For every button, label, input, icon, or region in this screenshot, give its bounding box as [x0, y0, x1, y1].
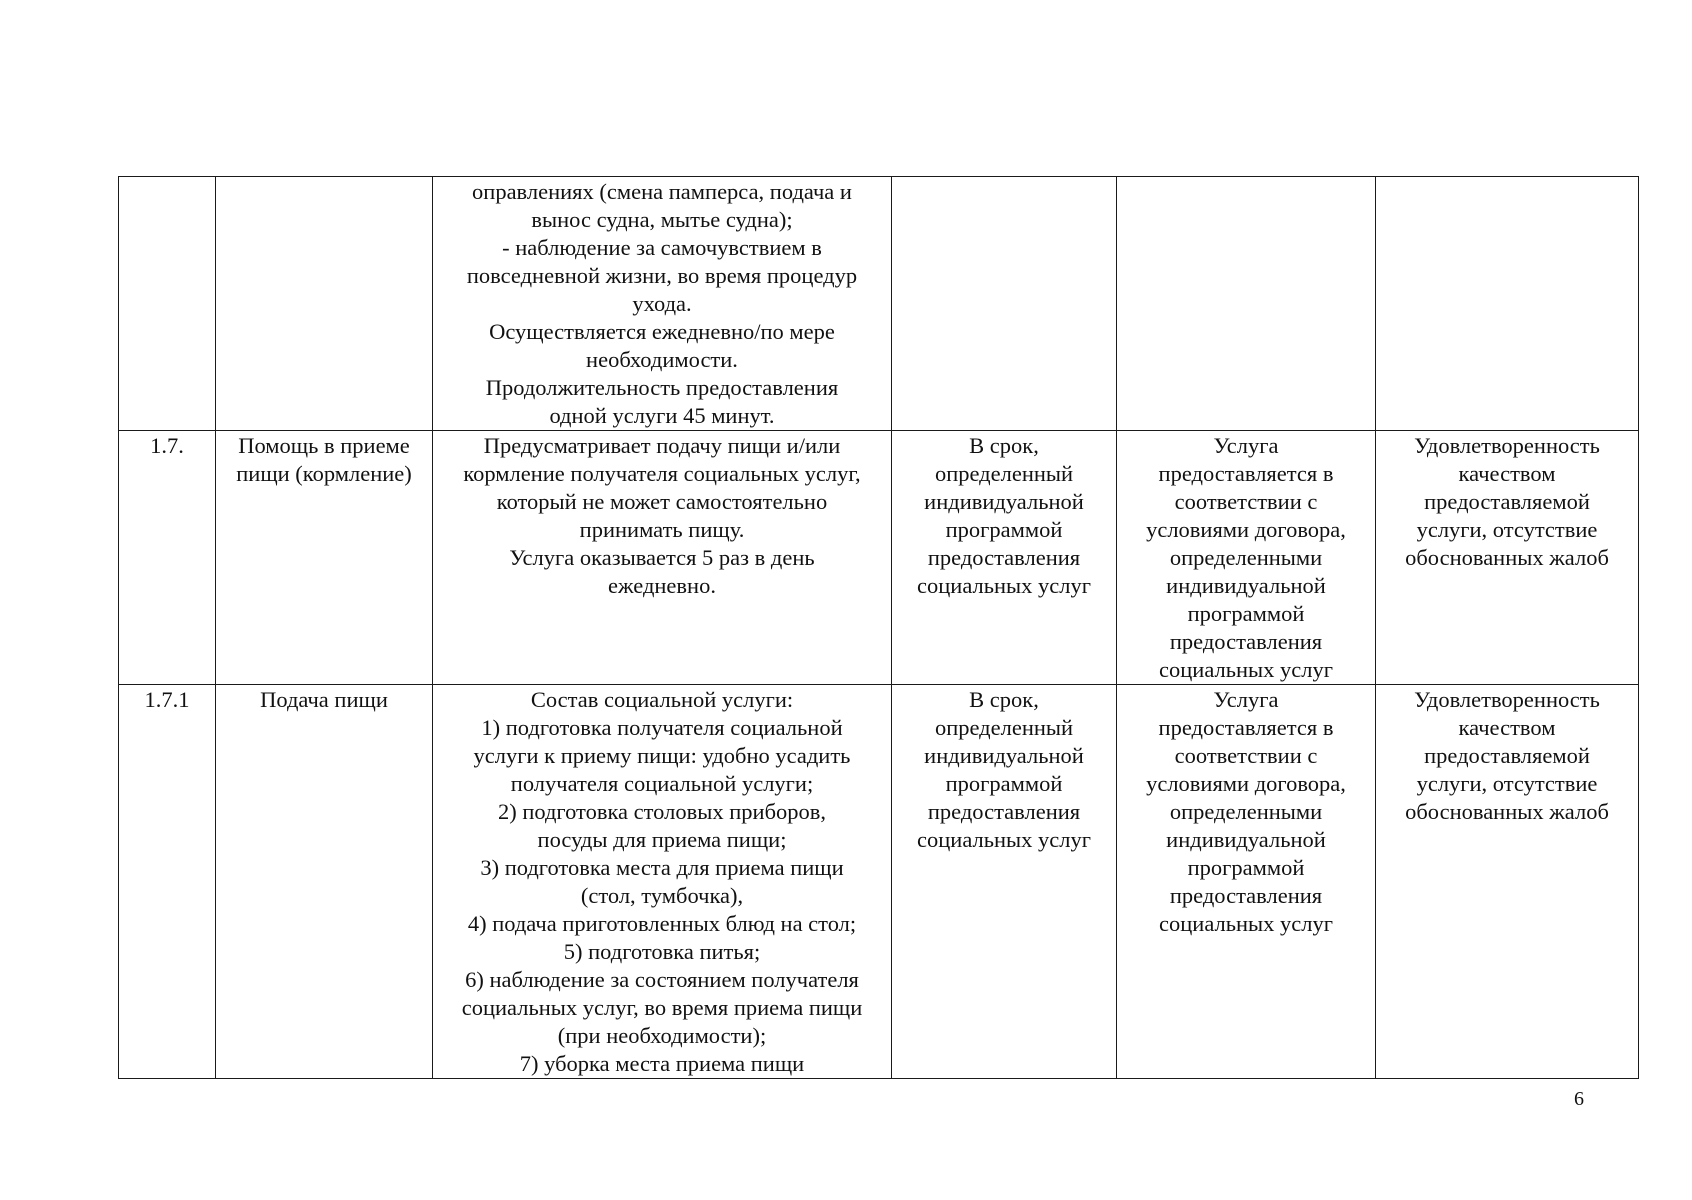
description-line: кормление получателя социальных услуг, [463, 461, 861, 486]
quality-line: качеством [1458, 715, 1556, 740]
conditions-line: Услуга [1213, 433, 1279, 458]
service-name-line: Подача пищи [260, 687, 388, 712]
conditions-line: предоставляется в [1158, 461, 1334, 486]
conditions-line: предоставления [1169, 883, 1323, 908]
quality-cell [1376, 685, 1639, 1079]
description-line: ухода. [632, 291, 692, 316]
description-line: одной услуги 45 минут. [549, 403, 775, 428]
conditions-line: соответствии с [1174, 743, 1318, 768]
quality-line: услуги, отсутствие [1416, 771, 1598, 796]
description-line: Осуществляется ежедневно/по мере [489, 319, 835, 344]
quality-line: качеством [1458, 461, 1556, 486]
conditions-line: условиями договора, [1146, 771, 1346, 796]
term-cell [892, 431, 1117, 685]
table-row-1-7-1 [119, 685, 1639, 1079]
number-cell [119, 685, 216, 1079]
quality-cell [1376, 431, 1639, 685]
conditions-line: условиями договора, [1146, 517, 1346, 542]
description-line: вынос судна, мытье судна); [531, 207, 793, 232]
description-line: Состав социальной услуги: [530, 687, 794, 712]
term-line: программой [945, 771, 1063, 796]
conditions-line: определенными [1169, 799, 1323, 824]
service-name-line: Помощь в приеме [238, 433, 410, 458]
term-line: программой [945, 517, 1063, 542]
description-cell [433, 177, 892, 431]
description-line: Продолжительность предоставления [485, 375, 839, 400]
description-line: 5) подготовка питья; [563, 939, 761, 964]
term-line: предоставления [927, 799, 1081, 824]
description-line: (стол, тумбочка), [580, 883, 744, 908]
quality-line: Удовлетворенность [1414, 687, 1600, 712]
description-line: 2) подготовка столовых приборов, [497, 799, 827, 824]
conditions-line: соответствии с [1174, 489, 1318, 514]
term-line: предоставления [927, 545, 1081, 570]
description-line: 6) наблюдение за состоянием получателя [465, 967, 859, 992]
quality-line: предоставляемой [1424, 743, 1590, 768]
number-cell [119, 177, 216, 431]
quality-cell [1376, 177, 1639, 431]
term-line: индивидуальной [924, 743, 1084, 768]
description-line: социальных услуг, во время приема пищи [461, 995, 863, 1020]
conditions-cell [1117, 431, 1376, 685]
quality-line: обоснованных жалоб [1405, 545, 1609, 570]
name-cell [216, 177, 433, 431]
description-line: - наблюдение за самочувствием в [502, 235, 822, 260]
description-line: который не может самостоятельно [496, 489, 828, 514]
description-line: получателя социальной услуги; [510, 771, 814, 796]
description-cell [433, 685, 892, 1079]
conditions-cell [1117, 685, 1376, 1079]
description-cell [433, 431, 892, 685]
description-line: ежедневно. [608, 573, 716, 598]
quality-line: услуги, отсутствие [1416, 517, 1598, 542]
conditions-line: Услуга [1213, 687, 1279, 712]
term-line: В срок, [969, 433, 1039, 458]
name-cell [216, 685, 433, 1079]
description-line: 4) подача приготовленных блюд на стол; [467, 911, 857, 936]
description-line: необходимости. [586, 347, 738, 372]
description-line: посуды для приема пищи; [537, 827, 787, 852]
term-line: социальных услуг [917, 573, 1091, 598]
term-line: определенный [934, 715, 1074, 740]
conditions-cell [1117, 177, 1376, 431]
term-cell [892, 177, 1117, 431]
description-line: оправлениях (смена памперса, подача и [472, 179, 852, 204]
description-line: Предусматривает подачу пищи и/или [483, 433, 841, 458]
term-cell [892, 685, 1117, 1079]
conditions-line: индивидуальной [1166, 827, 1326, 852]
description-line: 1) подготовка получателя социальной [481, 715, 843, 740]
term-line: В срок, [969, 687, 1039, 712]
conditions-line: социальных услуг [1159, 911, 1333, 936]
conditions-line: предоставляется в [1158, 715, 1334, 740]
term-line: социальных услуг [917, 827, 1091, 852]
table-row-continuation [119, 177, 1639, 431]
description-line: повседневной жизни, во время процедур [466, 263, 858, 288]
description-line: (при необходимости); [557, 1023, 767, 1048]
description-line: 3) подготовка места для приема пищи [480, 855, 844, 880]
description-line: Услуга оказывается 5 раз в день [509, 545, 815, 570]
conditions-line: программой [1187, 855, 1305, 880]
services-table [118, 176, 1639, 1079]
row-number: 1.7.1 [144, 687, 190, 712]
quality-line: обоснованных жалоб [1405, 799, 1609, 824]
name-cell [216, 431, 433, 685]
number-cell [119, 431, 216, 685]
quality-line: предоставляемой [1424, 489, 1590, 514]
conditions-line: предоставления [1169, 629, 1323, 654]
conditions-line: социальных услуг [1159, 657, 1333, 682]
term-line: определенный [934, 461, 1074, 486]
page-number: 6 [1574, 1088, 1584, 1110]
term-line: индивидуальной [924, 489, 1084, 514]
conditions-line: программой [1187, 601, 1305, 626]
service-name-line: пищи (кормление) [236, 461, 412, 486]
description-line: принимать пищу. [579, 517, 745, 542]
conditions-line: индивидуальной [1166, 573, 1326, 598]
table-row-1-7 [119, 431, 1639, 685]
conditions-line: определенными [1169, 545, 1323, 570]
description-line: услуги к приему пищи: удобно усадить [473, 743, 851, 768]
row-number: 1.7. [150, 433, 184, 458]
quality-line: Удовлетворенность [1414, 433, 1600, 458]
description-line: 7) уборка места приема пищи [519, 1051, 805, 1076]
